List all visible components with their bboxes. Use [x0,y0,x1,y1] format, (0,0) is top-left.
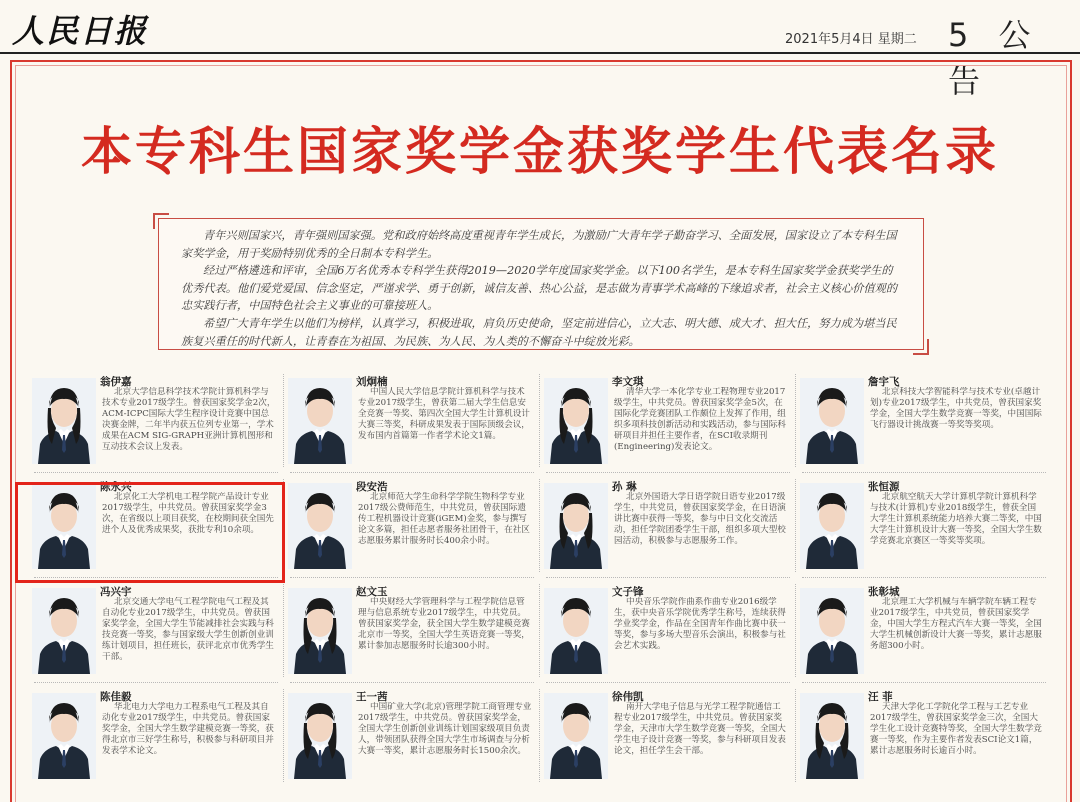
student-photo [288,588,352,674]
student-description: 北京科技大学智能科学与技术专业(卓越计划)专业2017级学生，中共党员，曾获国家奖学金，全国大学生数学竞赛一等奖，中国国际飞行器设计挑战赛一等奖等奖项。 [870,387,1042,430]
student-description: 中国矿业大学(北京)管理学院工商管理专业2017级学生，中共党员。曾获国家奖学金，全国大学生创新创业训练计划国家级项目负责人，带领团队获得全国大学生市场调查与分析大赛一等奖，累计志愿服务时长1500余次。 [358,702,532,756]
portrait-icon [800,483,864,569]
student-card [540,473,796,578]
portrait-icon [544,588,608,674]
student-photo [800,588,864,674]
student-card [284,368,540,473]
student-description: 中央财经大学管理科学与工程学院信息管理与信息系统专业2017级学生，中共党员。曾获国家奖学金，获全国大学生数学建模竞赛北京市一等奖，全国大学生英语竞赛一等奖，累计参加志愿服务时长逾300小时。 [358,597,530,651]
student-description: 北京大学信息科学技术学院计算机科学与技术专业2017级学生。曾获国家奖学金2次，ACM-ICPC国际大学生程序设计竞赛中国总决赛金牌，二年半内获五位列专业第一，学术成果在ACM SIG-GRAPH亚洲计算机图形和互动技术会议上发表。 [102,387,276,452]
student-description: 华北电力大学电力工程系电气工程及其自动化专业2017级学生，中共党员。曾获国家奖学金，全国大学生数学建模竞赛一等奖，获得北京市三好学生称号，积极参与科研项目并发表学术论文。 [102,702,274,756]
student-name: 张彰城 [868,586,900,598]
masthead [0,0,1080,100]
newspaper-logo: 人民日报 [12,12,149,50]
page-title: 本专科生国家奖学金获奖学生代表名录 [80,123,999,182]
student-photo [544,693,608,779]
portrait-icon [288,378,352,464]
highlight-box [15,482,285,583]
student-description: 北京理工大学机械与车辆学院车辆工程专业2017级学生，中共党员，曾获国家奖学金，中国大学生方程式汽车大赛一等奖，全国大学生机械创新设计大赛一等奖，累计志愿服务超300小时。 [870,597,1042,651]
student-photo [288,378,352,464]
portrait-icon [544,378,608,464]
student-photo [32,588,96,674]
student-photo [32,693,96,779]
intro-text [181,227,901,350]
student-card [796,683,1052,788]
portrait-icon [288,588,352,674]
student-photo [544,483,608,569]
student-card [796,473,1052,578]
portrait-icon [32,378,96,464]
student-card [796,368,1052,473]
student-photo [800,378,864,464]
portrait-icon [32,693,96,779]
student-name: 詹宇飞 [868,376,900,388]
student-name: 张恒源 [868,481,900,493]
student-name: 刘炯楠 [356,376,388,388]
student-description: 北京交通大学电气工程学院电气工程及其自动化专业2017级学生，中共党员。曾获国家奖学金，全国大学生节能减排社会实践与科技竞赛一等奖，参与国家级大学生创新创业训练计划项目，担任班长，获评北京市优秀学生干部。 [102,597,274,662]
student-photo [32,378,96,464]
student-card [284,473,540,578]
portrait-icon [544,693,608,779]
student-card [284,578,540,683]
student-name: 冯兴宇 [100,586,132,598]
student-description: 清华大学一本化学专业工程物理专业2017级学生，中共党员。曾获国家奖学金5次，在国际化学竞赛团队工作颇位上发挥了作用，组织多项科技创新活动和实践活动，参与国际科研项目并担任主要作者，在SCI收录期刊(Engineering)发表论文。 [614,387,786,452]
student-photo [544,378,608,464]
intro-box [158,218,924,350]
student-name: 陈永兴 [100,481,132,493]
student-description: 北京师范大学生命科学学院生物科学专业2017级公费师范生，中共党员，曾获国际遗传工程机器设计竞赛(iGEM)金奖，参与撰写论文多篇，担任志愿者服务社团骨干，在社区志愿服务累计服务时长400余小时。 [358,492,530,546]
student-name: 王一茜 [356,691,388,703]
student-card [284,683,540,788]
student-name: 赵文玉 [356,586,388,598]
student-photo [288,483,352,569]
intro-paragraph-3: 希望广大青年学生以他们为榜样，认真学习，积极进取，肩负历史使命，坚定前进信心，立大志、明大德、成大才、担大任，努力成为堪当民族复兴重任的时代新人，让青春在为祖国、为民族、为人民、为人类的不懈奋斗中绽放光彩。 [181,316,897,348]
portrait-icon [288,693,352,779]
student-name: 陈佳毅 [100,691,132,703]
student-card [796,578,1052,683]
student-photo [800,483,864,569]
student-card [28,578,284,683]
student-description: 中国人民大学信息学院计算机科学与技术专业2017级学生，曾获第二届大学生信息安全竞赛一等奖、第四次全国大学生计算机设计大赛三等奖，科研成果发表于国际顶级会议，发布国内首篇第一作者学术论文1篇。 [358,387,530,441]
intro-paragraph-1: 青年兴则国家兴，青年强则国家强。党和政府始终高度重视青年学生成长，为激励广大青年学子勤奋学习、全面发展，国家设立了本专科生国家奖学金，用于奖励特别优秀的全日制本专科学生。 [181,229,897,260]
student-description: 中央音乐学院作曲系作曲专业2016级学生，获中央音乐学院优秀学生称号，连续获得学业奖学金，作品在全国青年作曲比赛中获一等奖，参与多场大型音乐会演出，积极参与社会艺术实践。 [614,597,786,651]
student-name: 翁伊嘉 [100,376,132,388]
portrait-icon [800,693,864,779]
student-card [28,368,284,473]
portrait-icon [32,588,96,674]
student-name: 孙 琳 [612,481,637,493]
student-description: 北京外国语大学日语学院日语专业2017级学生，中共党员，曾获国家奖学金，在日语演讲比赛中获得一等奖，参与中日文化交流活动，担任学院团委学生干部，组织多项大型校园活动，积极参与志愿服务工作。 [614,492,786,546]
student-description: 南开大学电子信息与光学工程学院通信工程专业2017级学生，中共党员。曾获国家奖学金，天津市大学生数学竞赛一等奖，全国大学生电子设计竞赛一等奖，参与科研项目发表论文，担任学生会干部。 [614,702,786,756]
student-card [540,368,796,473]
page-label: 5 公告 [948,16,1041,100]
student-description: 天津大学化工学院化学工程与工艺专业2017级学生，曾获国家奖学金三次，全国大学生化工设计竞赛特等奖，全国大学生数学竞赛一等奖，作为主要作者发表SCI论文1篇，累计志愿服务时长逾百小时。 [870,702,1042,756]
student-card [540,683,796,788]
portrait-icon [288,483,352,569]
student-photo [800,693,864,779]
student-card [540,578,796,683]
student-name: 文子锋 [612,586,644,598]
issue-date: 2021年5月4日 星期二 [785,32,917,47]
student-description: 北京航空航天大学计算机学院计算机科学与技术(计算机)专业2018级学生，曾获全国大学生计算机系统能力培养大赛二等奖，中国大学生计算机设计大赛一等奖，全国大学生数学竞赛北京赛区一等奖等奖项。 [870,492,1042,546]
student-name: 段安浩 [356,481,388,493]
student-photo [544,588,608,674]
portrait-icon [800,588,864,674]
intro-paragraph-2: 经过严格遴选和评审，全国6万名优秀本专科学生获得2019—2020学年度国家奖学金。以下100名学生，是本专科生国家奖学金获奖学生的优秀代表。他们爱党爱国、信念坚定，严谨求学、勇于创新，诚信友善、热心公益，是志做为青事学术高峰的下缘追求者，社会主义核心价值观的忠实践行者，中国特色社会主义事业的可靠接班人。 [181,264,898,313]
student-name: 李文琪 [612,376,644,388]
student-card [28,683,284,788]
student-name: 汪 菲 [868,691,893,703]
student-description: 北京化工大学机电工程学院产品设计专业2017级学生，中共党员。曾获国家奖学金3次，在省级以上项目获奖，在校期间获全国先进个人及优秀成果奖，获批专利10余项。 [102,492,274,535]
portrait-icon [800,378,864,464]
portrait-icon [544,483,608,569]
student-name: 徐伟凯 [612,691,644,703]
student-photo [288,693,352,779]
